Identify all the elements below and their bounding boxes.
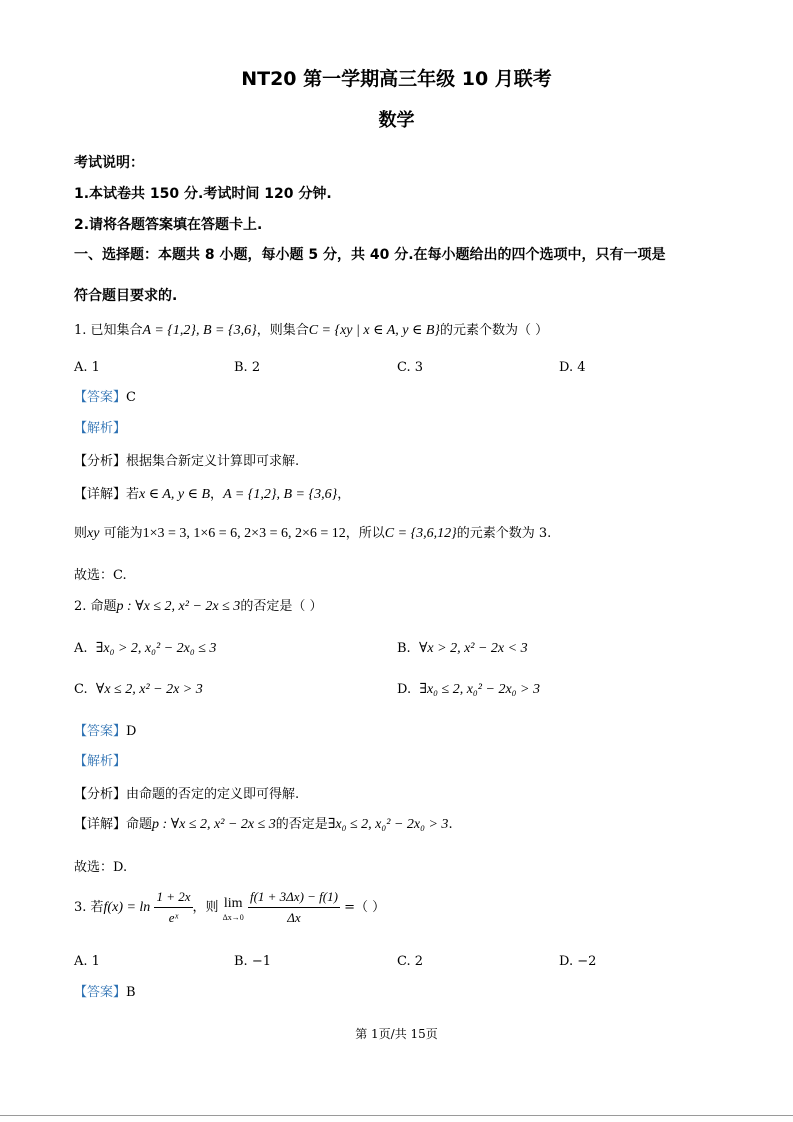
q3-prefix: 3. 若 xyxy=(74,900,104,915)
q3-answer xyxy=(74,984,136,1002)
q1-conclusion xyxy=(74,567,127,585)
fenxi-tag: 【分析】 xyxy=(74,454,127,469)
q2-detail-neg: ∃x₀ ≤ 2, x₀² − 2x₀ > 3 xyxy=(327,817,449,832)
page-footer: 第 1页/共 15页 xyxy=(355,1027,438,1041)
q3-lim-numerator: f(1 + 3Δx) − f(1) xyxy=(249,889,338,904)
subject-title: 数学 xyxy=(378,110,415,131)
q2-option-c xyxy=(74,681,203,699)
q2-option-d-label: D. xyxy=(397,682,412,697)
q1-prefix: 1. 已知集合 xyxy=(74,323,143,338)
q1-detail-cond: x ∈ A, y ∈ B xyxy=(139,487,211,502)
conclusion-label: 故选： xyxy=(74,568,114,583)
answer-tag: 【答案】 xyxy=(74,985,127,1000)
q1-option-c: C. 3 xyxy=(397,360,424,375)
exam-note-2: 2.请将各题答案填在答题卡上. xyxy=(74,217,263,233)
q1-line2-calc: 1×3 = 3, 1×6 = 6, 2×3 = 6, 2×6 = 12 xyxy=(142,526,346,541)
fenxi-tag: 【分析】 xyxy=(74,787,127,802)
answer-tag: 【答案】 xyxy=(74,390,127,405)
q3-f-denominator: eˣ xyxy=(154,907,192,928)
detail-tag: 【详解】 xyxy=(74,487,127,502)
q2-option-c-label: C. xyxy=(74,682,88,697)
analysis-tag: 【解析】 xyxy=(74,421,127,436)
q1-line2-prefix: 则 xyxy=(74,526,88,541)
q2-option-a-expr: ∃x₀ > 2, x₀² − 2x₀ ≤ 3 xyxy=(95,641,217,656)
q1-detail-sets: A = {1,2}, B = {3,6} xyxy=(223,487,338,502)
q1-analysis-tag xyxy=(74,420,126,438)
q2-stem-expr: p : ∀x ≤ 2, x² − 2x ≤ 3 xyxy=(116,599,241,614)
q3-limit xyxy=(223,894,244,922)
q3-option-d: D. −2 xyxy=(559,954,597,969)
q1-detail-prefix: 若 xyxy=(126,487,140,502)
q1-middle: ，则集合 xyxy=(256,323,309,338)
q2-fenxi-text: 由命题的否定的定义即可得解. xyxy=(126,787,300,802)
q1-option-b: B. 2 xyxy=(234,360,261,375)
q3-lim-word: lim xyxy=(223,895,243,911)
q2-option-b-expr: ∀x > 2, x² − 2x < 3 xyxy=(418,641,528,656)
q1-answer-value: C xyxy=(126,390,136,405)
q3-lim-fraction xyxy=(248,887,340,928)
q1-detail-line2 xyxy=(74,525,551,543)
q3-option-a: A. 1 xyxy=(74,954,100,969)
q1-option-a: A. 1 xyxy=(74,360,100,375)
q2-option-d-expr: ∃x₀ ≤ 2, x₀² − 2x₀ > 3 xyxy=(419,682,540,697)
question-1-stem xyxy=(74,322,548,340)
answer-tag: 【答案】 xyxy=(74,724,127,739)
q2-fenxi xyxy=(74,786,299,804)
q2-answer-value: D xyxy=(126,724,137,739)
analysis-tag: 【解析】 xyxy=(74,754,127,769)
q2-option-b xyxy=(397,640,528,658)
q2-option-a-label: A. xyxy=(74,641,88,656)
q1-answer xyxy=(74,389,136,407)
q3-option-b: B. −1 xyxy=(234,954,271,969)
q1-line2-end: 的元素个数为 3. xyxy=(456,526,552,541)
q2-option-d xyxy=(397,681,540,699)
q1-conclusion-value: C. xyxy=(113,568,127,583)
q2-analysis-tag xyxy=(74,753,126,771)
q3-answer-value: B xyxy=(126,985,136,1000)
page-title: NT20 第一学期高三年级 10 月联考 xyxy=(241,68,552,90)
q2-detail-stem: p : ∀x ≤ 2, x² − 2x ≤ 3 xyxy=(152,817,276,832)
q1-line2-so: ，所以 xyxy=(345,526,385,541)
detail-tag: 【详解】 xyxy=(74,817,127,832)
q1-sets: A = {1,2}, B = {3,6} xyxy=(142,323,257,338)
q2-prefix: 2. 命题 xyxy=(74,599,117,614)
q1-set-c: C = {xy | x ∈ A, y ∈ B} xyxy=(308,323,440,338)
q2-option-a xyxy=(74,640,216,658)
q2-answer xyxy=(74,723,136,741)
q3-lim-sub: Δx→0 xyxy=(222,912,244,922)
q3-f-fraction xyxy=(154,887,192,928)
q1-line2-xy: xy xyxy=(87,526,100,541)
q1-detail: 【详解】若x ∈ A, y ∈ B，A = {1,2}, B = {3,6}， xyxy=(74,487,351,502)
q3-option-c: C. 2 xyxy=(397,954,424,969)
q3-mid: ，则 xyxy=(192,900,219,915)
section-heading-line1: 一、选择题：本题共 8 小题，每小题 5 分，共 40 分.在每小题给出的四个选项中，只有一项是 xyxy=(74,247,666,263)
q1-line2-mid: 可能为 xyxy=(99,526,143,541)
q2-option-c-expr: ∀x ≤ 2, x² − 2x > 3 xyxy=(95,682,203,697)
q1-option-d: D. 4 xyxy=(559,360,586,375)
q2-detail-prefix: 命题 xyxy=(126,817,153,832)
q2-conclusion xyxy=(74,859,127,877)
q2-option-b-label: B. xyxy=(397,641,411,656)
q3-suffix: =（ ） xyxy=(344,900,386,915)
exam-notes-heading: 考试说明： xyxy=(74,155,144,171)
exam-note-1: 1.本试卷共 150 分.考试时间 120 分钟. xyxy=(74,186,332,202)
q3-lim-denominator: Δx xyxy=(248,907,340,928)
page-bottom-divider xyxy=(0,1115,793,1116)
q1-suffix: 的元素个数为（ ） xyxy=(439,323,549,338)
q1-fenxi-text: 根据集合新定义计算即可求解. xyxy=(126,454,300,469)
section-heading-line2: 符合题目要求的. xyxy=(74,288,178,304)
q3-f-numerator: 1 + 2x xyxy=(156,889,191,904)
q1-fenxi xyxy=(74,453,299,471)
question-2-stem xyxy=(74,598,322,616)
q2-detail-mid: 的否定是 xyxy=(275,817,328,832)
question-3-stem xyxy=(74,887,385,928)
q1-line2-c: C = {3,6,12} xyxy=(384,526,457,541)
conclusion-label: 故选： xyxy=(74,860,114,875)
q2-suffix: 的否定是（ ） xyxy=(240,599,323,614)
q2-conclusion-value: D. xyxy=(113,860,128,875)
q2-detail: 【详解】命题p : ∀x ≤ 2, x² − 2x ≤ 3的否定是∃x₀ ≤ 2, x₀² − 2x₀ > 3. xyxy=(74,817,453,832)
q3-f-lhs: f(x) = ln xyxy=(103,900,151,915)
